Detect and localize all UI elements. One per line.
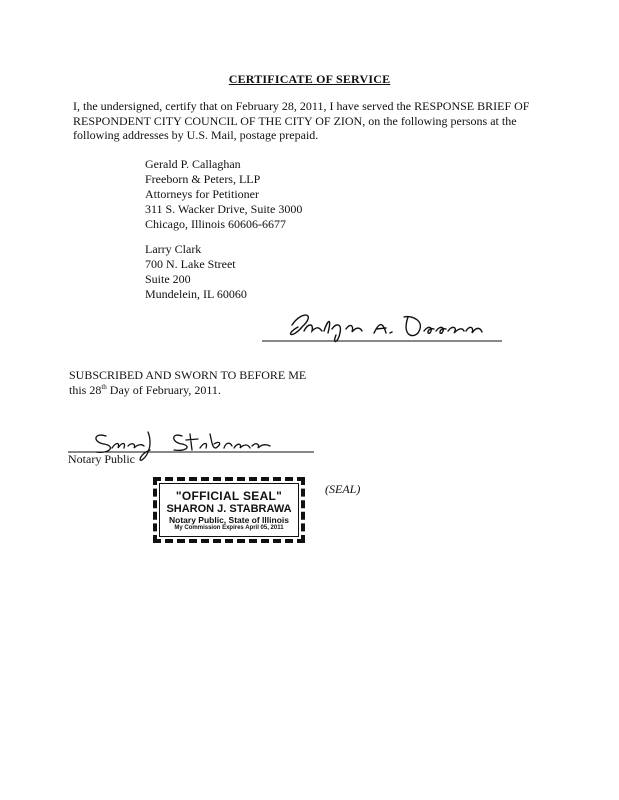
stamp-notary-name: SHARON J. STABRAWA [166, 503, 292, 515]
paragraph-line: following addresses by U.S. Mail, postage prepaid. [73, 128, 319, 142]
address-line: Mundelein, IL 60060 [145, 287, 247, 301]
address-line: Freeborn & Peters, LLP [145, 172, 261, 186]
address-line: 700 N. Lake Street [145, 257, 236, 271]
paragraph-line: I, the undersigned, certify that on February 28, 2011, I have served the RESPONSE BRIEF OF [73, 99, 530, 113]
stamp-heading: "OFFICIAL SEAL" [175, 489, 283, 503]
official-seal-stamp [153, 477, 305, 543]
seal-label: (SEAL) [325, 482, 361, 496]
recipient-address-clark [145, 242, 445, 302]
address-line: Attorneys for Petitioner [145, 187, 259, 201]
jurat-date-prefix: this 28 [69, 382, 102, 397]
address-line: Larry Clark [145, 242, 202, 256]
paragraph-line: RESPONDENT CITY COUNCIL OF THE CITY OF ZION, on the following persons at the [73, 113, 517, 128]
notary-public-label: Notary Public [68, 452, 135, 466]
jurat-line-1: SUBSCRIBED AND SWORN TO BEFORE ME [69, 368, 307, 382]
recipient-address-callaghan [145, 157, 445, 232]
jurat [69, 368, 306, 397]
jurat-line-2 [69, 383, 306, 398]
address-line: Gerald P. Callaghan [145, 157, 241, 171]
jurat-date-suffix: Day of February, 2011. [106, 382, 221, 397]
address-line: Chicago, Illinois 60606-6677 [145, 217, 286, 231]
certification-paragraph [73, 99, 553, 143]
address-line: Suite 200 [145, 272, 191, 286]
document-title: CERTIFICATE OF SERVICE [228, 72, 391, 86]
server-signature [262, 305, 502, 347]
stamp-commission-expiry: My Commission Expires April 05, 2011 [174, 525, 284, 531]
ordinal-suffix: th [101, 382, 107, 391]
stamp-jurisdiction: Notary Public, State of Illinois [169, 515, 289, 525]
address-line: 311 S. Wacker Drive, Suite 3000 [145, 202, 303, 216]
